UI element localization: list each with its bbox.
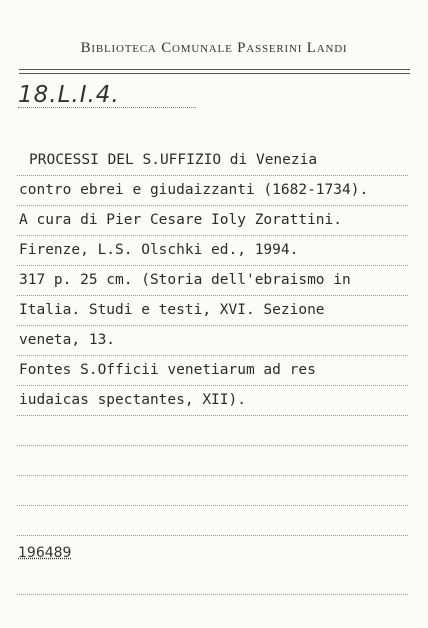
call-number-dotted-line — [18, 107, 196, 108]
card-line-text — [17, 571, 19, 587]
card-line-text: contro ebrei e giudaizzanti (1682-1734). — [19, 182, 369, 198]
header-rule-top — [19, 69, 410, 70]
card-line — [17, 146, 408, 176]
card-line-text — [17, 512, 19, 528]
card-line-text — [17, 422, 19, 438]
card-line — [17, 326, 408, 356]
card-line — [17, 386, 408, 416]
card-line — [17, 206, 408, 236]
card-line-text: iudaicas spectantes, XII). — [19, 392, 246, 408]
card-line — [17, 565, 408, 595]
card-line-text: Fontes S.Officii venetiarum ad res — [19, 362, 316, 378]
call-number: 18.L.I.4. — [18, 82, 120, 108]
card-line — [17, 296, 408, 326]
card-line-text: 317 p. 25 cm. (Storia dell'ebraismo in — [19, 272, 351, 288]
card-line-text: PROCESSI DEL S.UFFIZIO di Venezia — [29, 152, 318, 168]
card-line-text — [17, 482, 19, 498]
card-line — [17, 356, 408, 386]
card-line-text — [17, 452, 19, 468]
card-line-text: A cura di Pier Cesare Ioly Zorattini. — [19, 212, 343, 228]
card-line — [17, 476, 408, 506]
card-line — [17, 266, 408, 296]
card-line — [17, 446, 408, 476]
card-line-text: veneta, 13. — [19, 332, 116, 348]
library-header: Biblioteca Comunale Passerini Landi — [80, 40, 348, 56]
card-line — [17, 506, 408, 536]
card-line — [17, 416, 408, 446]
card-line — [17, 236, 408, 266]
card-line-text: Italia. Studi e testi, XVI. Sezione — [19, 302, 325, 318]
card-line-text: Firenze, L.S. Olschki ed., 1994. — [19, 242, 299, 258]
header-rule-bottom — [19, 73, 410, 74]
card-line — [17, 176, 408, 206]
accession-number: 196489 — [18, 545, 72, 561]
